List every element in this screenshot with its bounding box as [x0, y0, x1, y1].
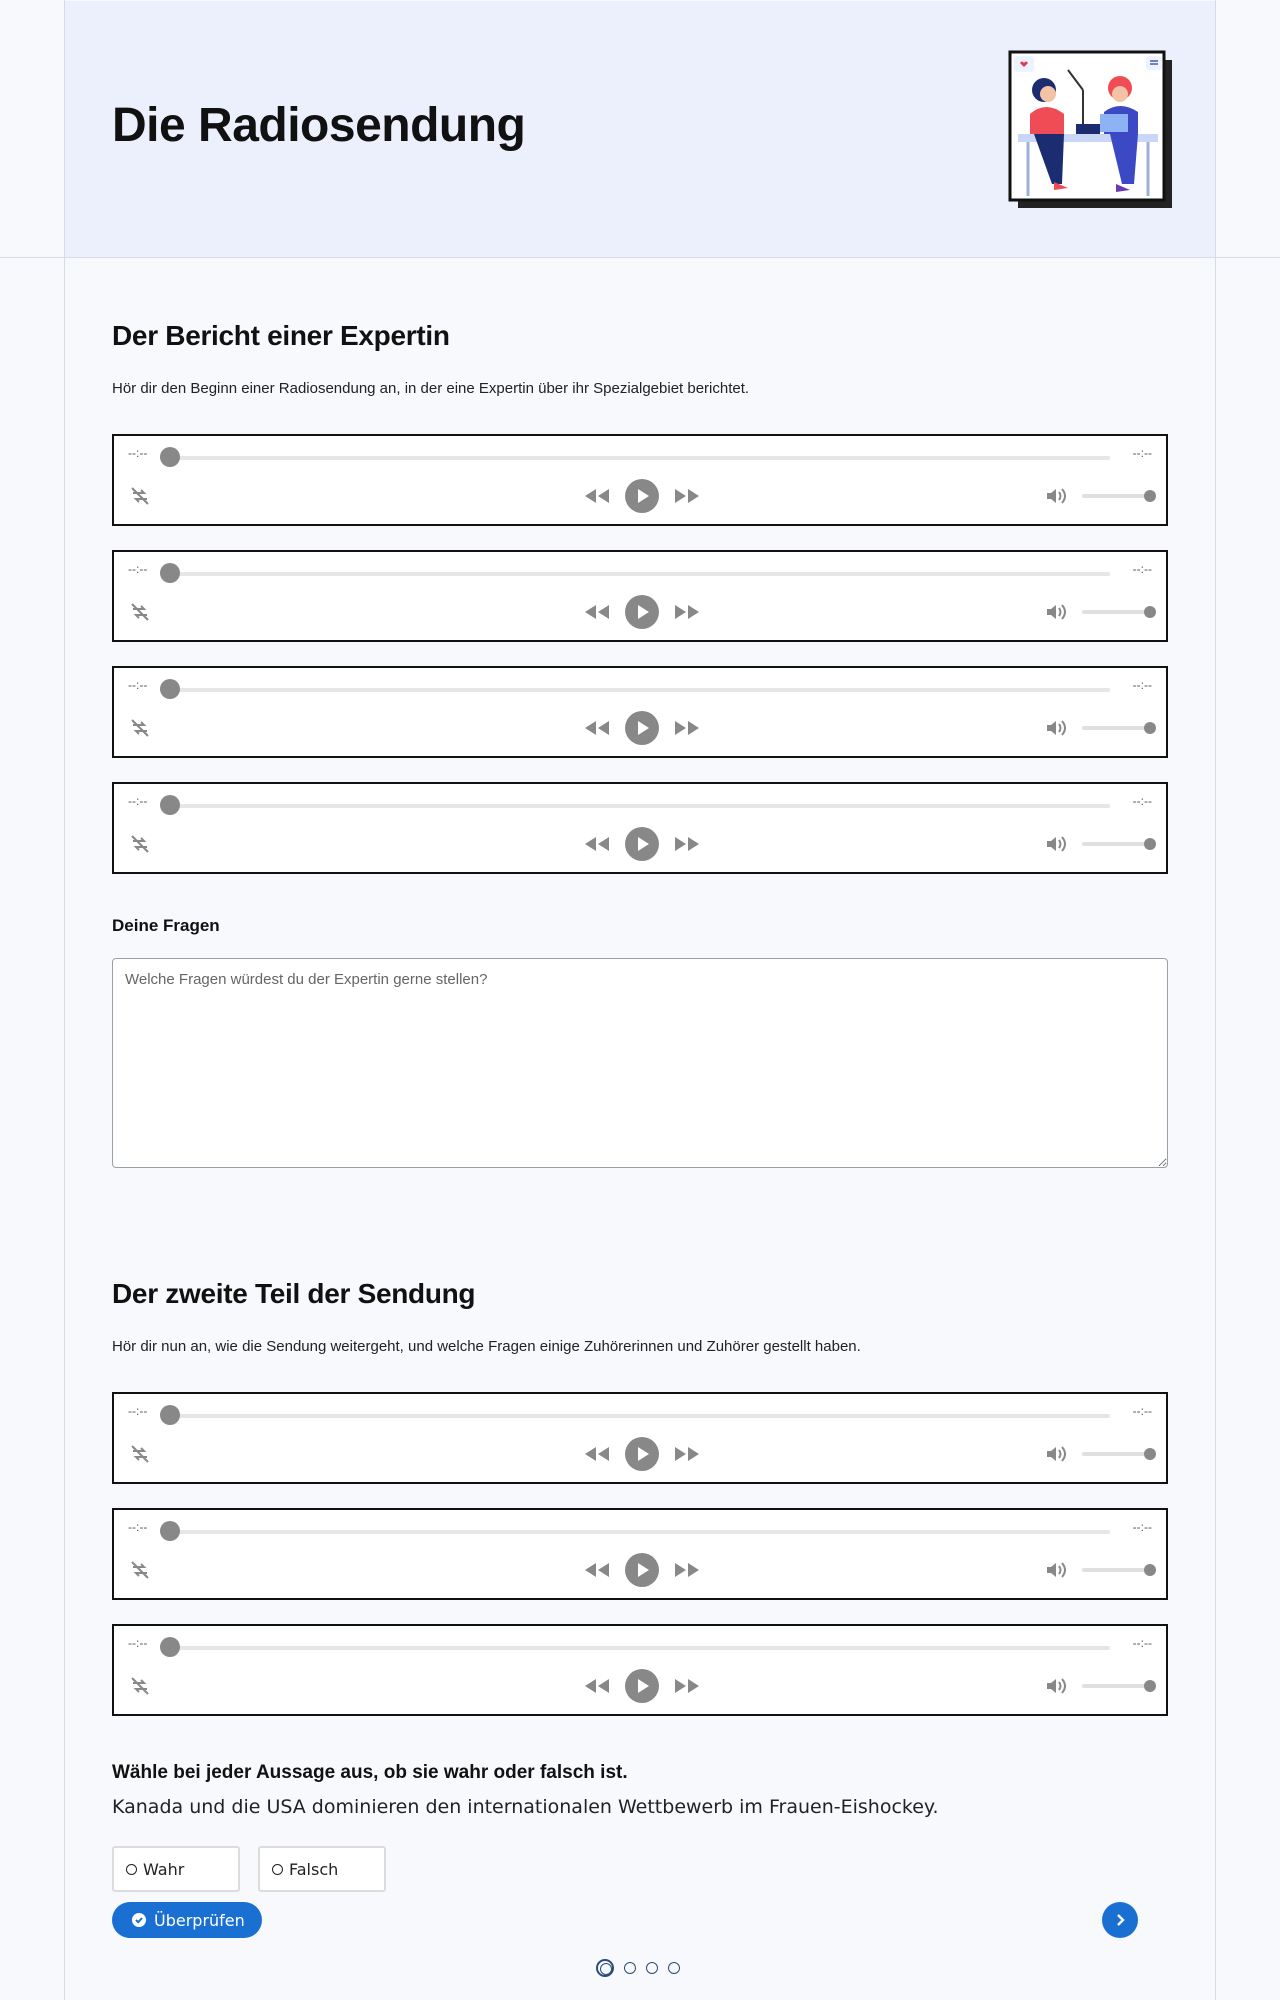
laptop — [1100, 114, 1128, 132]
rewind-icon[interactable] — [582, 834, 612, 854]
seek-track[interactable] — [170, 456, 1110, 460]
loop-off-icon[interactable] — [128, 600, 152, 624]
radio-show-illustration — [1008, 50, 1174, 210]
time-total: --:-- — [1132, 1636, 1152, 1650]
audio-player[interactable] — [112, 434, 1168, 526]
play-icon[interactable] — [625, 1437, 659, 1471]
loop-off-icon[interactable] — [128, 1674, 152, 1698]
audio-player[interactable] — [112, 1508, 1168, 1600]
section2-heading: Der zweite Teil der Sendung — [112, 1278, 476, 1309]
audio-player[interactable] — [112, 1392, 1168, 1484]
time-total: --:-- — [1132, 1520, 1152, 1534]
fast-forward-icon[interactable] — [672, 718, 702, 738]
fast-forward-icon[interactable] — [672, 834, 702, 854]
play-icon[interactable] — [625, 595, 659, 629]
pagination — [596, 1958, 692, 1978]
seek-thumb[interactable] — [160, 679, 180, 699]
loop-off-icon[interactable] — [128, 1558, 152, 1582]
audio-player[interactable] — [112, 666, 1168, 758]
time-current: --:-- — [128, 1520, 148, 1534]
volume-thumb[interactable] — [1144, 490, 1156, 502]
seek-thumb[interactable] — [160, 1405, 180, 1425]
play-icon[interactable] — [625, 1553, 659, 1587]
volume-thumb[interactable] — [1144, 1680, 1156, 1692]
time-current: --:-- — [128, 1404, 148, 1418]
rewind-icon[interactable] — [582, 718, 612, 738]
time-total: --:-- — [1132, 562, 1152, 576]
seek-track[interactable] — [170, 572, 1110, 576]
volume-thumb[interactable] — [1144, 1564, 1156, 1576]
fast-forward-icon[interactable] — [672, 1444, 702, 1464]
page-dot-4[interactable] — [668, 1962, 680, 1974]
volume-thumb[interactable] — [1144, 606, 1156, 618]
option-false-label: Falsch — [289, 1859, 339, 1879]
volume-thumb[interactable] — [1144, 722, 1156, 734]
seek-track[interactable] — [170, 1530, 1110, 1534]
time-total: --:-- — [1132, 794, 1152, 808]
page-dot-1[interactable] — [596, 1959, 614, 1977]
option-true-label: Wahr — [143, 1859, 185, 1879]
seek-thumb[interactable] — [160, 563, 180, 583]
play-icon[interactable] — [625, 479, 659, 513]
page-dot-3[interactable] — [646, 1962, 658, 1974]
check-circle-icon — [132, 1913, 146, 1927]
chevron-right-icon — [1113, 1913, 1127, 1927]
questions-textarea[interactable] — [112, 958, 1168, 1168]
volume-icon[interactable] — [1044, 1442, 1068, 1466]
time-total: --:-- — [1132, 446, 1152, 460]
time-current: --:-- — [128, 794, 148, 808]
seek-track[interactable] — [170, 1414, 1110, 1418]
rewind-icon[interactable] — [582, 602, 612, 622]
volume-icon[interactable] — [1044, 716, 1068, 740]
rewind-icon[interactable] — [582, 486, 612, 506]
seek-track[interactable] — [170, 688, 1110, 692]
section1-heading: Der Bericht einer Expertin — [112, 320, 450, 351]
time-current: --:-- — [128, 446, 148, 460]
next-button[interactable] — [1102, 1902, 1138, 1938]
play-icon[interactable] — [625, 711, 659, 745]
seek-thumb[interactable] — [160, 1521, 180, 1541]
page-title: Die Radiosendung — [112, 99, 526, 152]
option-false[interactable] — [258, 1846, 386, 1892]
audio-player[interactable] — [112, 550, 1168, 642]
fast-forward-icon[interactable] — [672, 602, 702, 622]
loop-off-icon[interactable] — [128, 484, 152, 508]
mixer — [1076, 124, 1100, 134]
rewind-icon[interactable] — [582, 1444, 612, 1464]
audio-player[interactable] — [112, 1624, 1168, 1716]
time-current: --:-- — [128, 562, 148, 576]
page-dot-2[interactable] — [624, 1962, 636, 1974]
menu-bubble — [1146, 56, 1162, 70]
quiz-instruction: Wähle bei jeder Aussage aus, ob sie wahr oder falsch ist. — [112, 1762, 628, 1783]
time-total: --:-- — [1132, 1404, 1152, 1418]
questions-label: Deine Fragen — [112, 916, 220, 935]
check-button-label: Überprüfen — [154, 1910, 245, 1930]
radio-circle — [272, 1864, 283, 1875]
fast-forward-icon[interactable] — [672, 1676, 702, 1696]
loop-off-icon[interactable] — [128, 1442, 152, 1466]
seek-thumb[interactable] — [160, 447, 180, 467]
seek-track[interactable] — [170, 1646, 1110, 1650]
volume-icon[interactable] — [1044, 832, 1068, 856]
time-current: --:-- — [128, 1636, 148, 1650]
seek-thumb[interactable] — [160, 795, 180, 815]
seek-track[interactable] — [170, 804, 1110, 808]
rewind-icon[interactable] — [582, 1560, 612, 1580]
loop-off-icon[interactable] — [128, 716, 152, 740]
volume-icon[interactable] — [1044, 1674, 1068, 1698]
seek-thumb[interactable] — [160, 1637, 180, 1657]
woman-shirt — [1030, 107, 1064, 134]
rewind-icon[interactable] — [582, 1676, 612, 1696]
check-button[interactable] — [112, 1902, 262, 1938]
time-total: --:-- — [1132, 678, 1152, 692]
section2-lead: Hör dir nun an, wie die Sendung weitergeht, und welche Fragen einige Zuhörerinnen und Zuhörer gestellt haben. — [112, 1338, 861, 1355]
volume-icon[interactable] — [1044, 1558, 1068, 1582]
time-current: --:-- — [128, 678, 148, 692]
quiz-statement: Kanada und die USA dominieren den internationalen Wettbewerb im Frauen-Eishockey. — [112, 1796, 939, 1818]
fast-forward-icon[interactable] — [672, 1560, 702, 1580]
loop-off-icon[interactable] — [128, 832, 152, 856]
volume-icon[interactable] — [1044, 484, 1068, 508]
volume-thumb[interactable] — [1144, 838, 1156, 850]
fast-forward-icon[interactable] — [672, 486, 702, 506]
radio-circle — [126, 1864, 137, 1875]
section1-lead: Hör dir den Beginn einer Radiosendung an, in der eine Expertin über ihr Spezialgebiet berichtet. — [112, 380, 750, 397]
audio-player[interactable] — [112, 782, 1168, 874]
volume-icon[interactable] — [1044, 600, 1068, 624]
play-icon[interactable] — [625, 827, 659, 861]
volume-thumb[interactable] — [1144, 1448, 1156, 1460]
option-true[interactable] — [112, 1846, 240, 1892]
play-icon[interactable] — [625, 1669, 659, 1703]
